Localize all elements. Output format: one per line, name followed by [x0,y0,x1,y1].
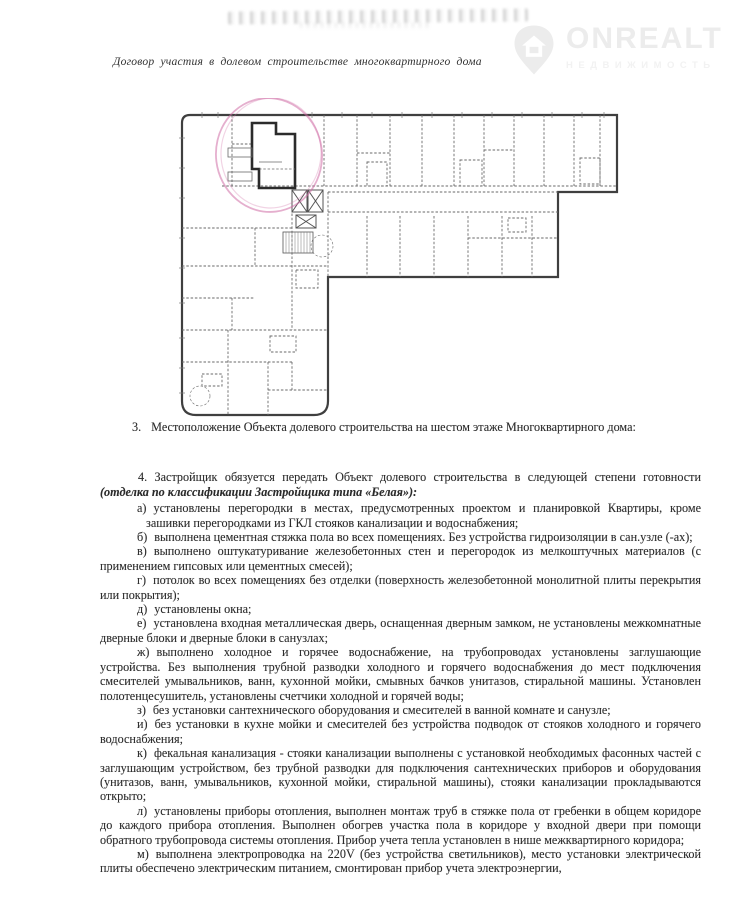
contract-text [100,420,701,876]
contract-item: и) без установки в кухне мойки и смесителей без устройства подводок от стояков холодного и горячего водоснабжения; [100,717,701,746]
floor-plan-drawing [172,98,622,420]
contract-item: л) установлены приборы отопления, выполнен монтаж труб в стяжке пола от гребенки в общем коридоре до каждого прибора отопления. Выполнен обогрев участка пола в коридоре у входной двери при помощи обратного трубопровода системы отопления. Прибор учета тепла установлен в нише межквартирного коридора; [100,803,701,847]
contract-item: з) без установки сантехнического оборудования и смесителей в ванной комнате и санузле; [137,702,611,717]
brand-tagline: НЕДВИЖИМОСТЬ [566,60,716,71]
section-3-location [100,420,701,434]
contract-item: ж) выполнено холодное и горячее водоснабжение, на трубопроводах установлены заглушающие устройства. Без выполнения трубной разводки холодного и горячего водоснабжения до мест подключения смесителей умывальников, ванн, кухонной мойки, смывных бачков унитазов, стиральной машины. Установлен полотенцесушитель, установлены счетчики холодной и горячей воды; [100,645,701,703]
contract-item: к) фекальная канализация - стояки канализации выполнены с установкой необходимых фасонных частей с заглушающим устройством, без трубной разводки для подключения сантехнических приборов и оборудования (унитазов, ванн, умывальников, кухонной мойки, стиральной машины), стояки канализации прокладываются открыто; [100,746,701,804]
watermark-text [566,24,723,71]
floor-plan [172,98,622,420]
contract-item: г) потолок во всех помещениях без отделки (поверхность железобетонной монолитной плиты перекрытия или покрытия); [100,573,701,602]
contract-item: в) выполнено оштукатуривание железобетонных стен и перегородок из мелкоштучных материалов (с применением гипсовых или цементных смесей); [100,544,701,573]
house-pin-icon [512,24,556,76]
scan-artifact-smudge-small [300,22,430,28]
building-outline [182,115,617,415]
contract-item: а) установлены перегородки в местах, предусмотренных проектом и планировкой Квартиры, кроме зашивки перегородками из ГКЛ стояков канализации и водоснабжения; [137,501,701,530]
section-3-text: Местоположение Объекта долевого строительства на шестом этаже Многоквартирного дома: [151,420,636,434]
contract-item: б) выполнена цементная стяжка пола во всех помещениях. Без устройства гидроизоляции в сан.узле (-ах); [137,530,693,545]
section-4-readiness [100,470,701,499]
section-4-lead: 4. Застройщик обязуется передать Объект долевого строительства в следующей степени готовности [138,470,701,485]
contract-item: м) выполнена электропроводка на 220V (без устройства светильников), место установки электрической плиты обеспечено электрическим питанием, смонтирован прибор учета электроэнергии, [100,846,701,876]
contract-item: д) установлены окна; [137,602,252,617]
section-number: 3. [132,420,142,434]
document-title: Договор участия в долевом строительстве многоквартирного дома [113,55,482,68]
brand-name: ONREALT [566,22,723,55]
onrealt-watermark [512,24,723,76]
contract-item: е) установлена входная металлическая дверь, оснащенная дверным замком, не установлены межкомнатные дверные блоки и дверные блоки в санузлах; [100,616,701,645]
section-4-emphasis: (отделка по классификации Застройщика типа «Белая»): [100,484,418,499]
